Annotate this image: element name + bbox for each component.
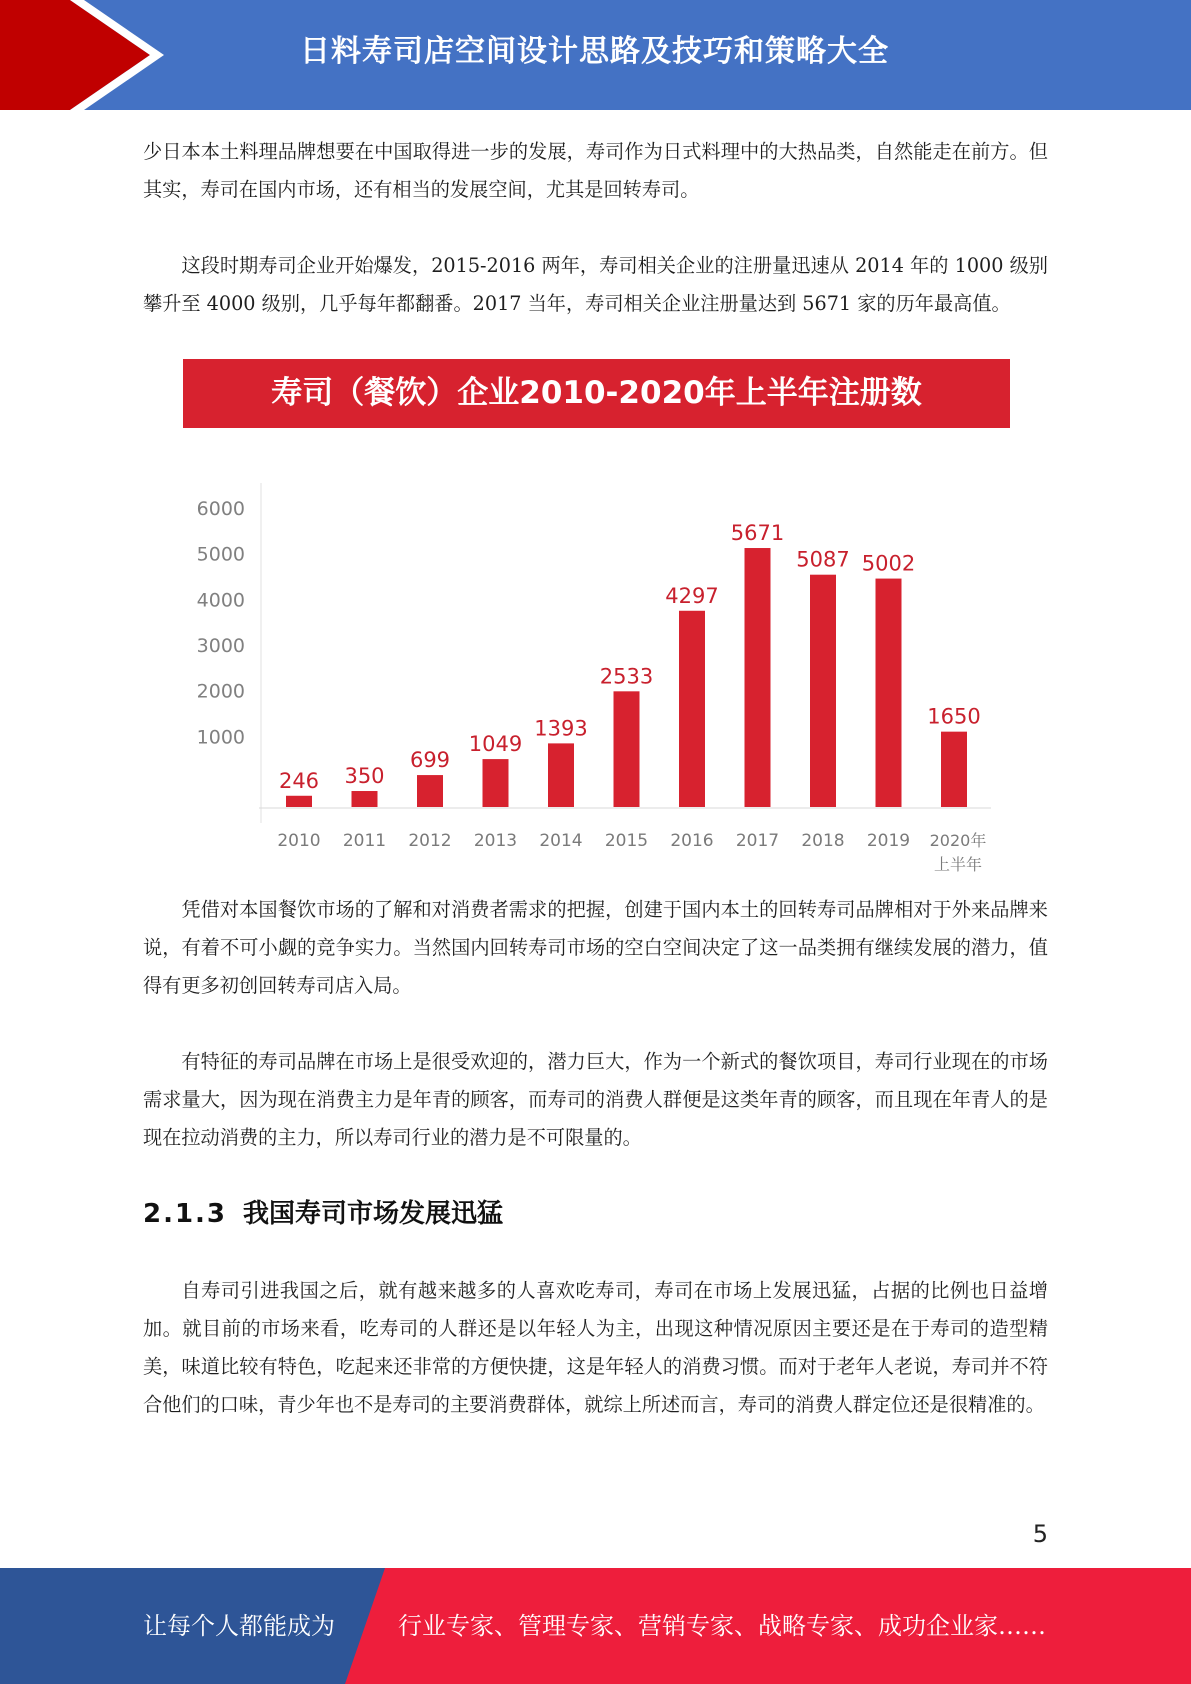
- bar-value-label: 350: [344, 764, 385, 789]
- y-tick-label: 1000: [196, 726, 245, 749]
- footer-slogan-left: 让每个人都能成为: [143, 1612, 335, 1640]
- x-tick-label: 2018: [801, 831, 845, 851]
- bar: [941, 732, 967, 807]
- x-tick-label: 2016: [670, 831, 714, 851]
- bar: [286, 796, 312, 807]
- bar-value-label: 246: [278, 768, 320, 793]
- y-tick-label: 4000: [196, 589, 245, 612]
- chart-title: 寿司（餐饮）企业2010-2020年上半年注册数: [271, 375, 922, 411]
- x-tick-label: 2015: [604, 831, 649, 851]
- x-tick-label-line2: 上半年: [933, 855, 983, 874]
- x-tick-label: 2019: [866, 831, 911, 851]
- footer-slogan-right: 行业专家、管理专家、营销专家、战略专家、成功企业家……: [398, 1612, 1046, 1640]
- x-tick-label: 2010: [277, 831, 321, 851]
- page-header: [0, 0, 1191, 110]
- bar-value-label: 1650: [927, 704, 981, 729]
- bar-chart: [183, 359, 1010, 879]
- bar-value-label: 1049: [468, 732, 523, 757]
- paragraph-2: 这段时期寿司企业开始爆发，2015-2016 两年，寿司相关企业的注册量迅速从 2014 年的 1000 级别攀升至 4000 级别，几乎每年都翻番。2017 当年，寿司相关企业注册量达到 5671 家的历年最高值。: [143, 254, 1048, 315]
- x-tick-label: 2017: [735, 831, 780, 851]
- bar-value-label: 2533: [599, 664, 654, 689]
- bar: [548, 743, 574, 807]
- section-number: 2.1.3: [143, 1199, 228, 1229]
- header-red-arrow: [0, 0, 150, 110]
- x-tick-label: 2013: [473, 831, 518, 851]
- y-tick-label: 6000: [196, 498, 245, 520]
- bar: [876, 579, 902, 807]
- y-tick-label: 5000: [196, 543, 245, 566]
- bar-value-label: 5002: [861, 551, 916, 576]
- bar-value-label: 5087: [796, 547, 850, 572]
- bar: [483, 759, 509, 807]
- bar-value-label: 699: [409, 748, 451, 773]
- bar: [679, 611, 705, 807]
- paragraph-4: 有特征的寿司品牌在市场上是很受欢迎的，潜力巨大，作为一个新式的餐饮项目，寿司行业现在的市场需求量大，因为现在消费主力是年青的顾客，而寿司的消费人群便是这类年青的顾客，而且现在年青人的是现在拉动消费的主力，所以寿司行业的潜力是不可限量的。: [143, 1050, 1048, 1149]
- bar: [810, 575, 836, 807]
- bar-value-label: 1393: [534, 716, 588, 741]
- paragraph-3: 凭借对本国餐饮市场的了解和对消费者需求的把握，创建于国内本土的回转寿司品牌相对于外来品牌来说，有着不可小觑的竞争实力。当然国内回转寿司市场的空白空间决定了这一品类拥有继续发展的潜力，值得有更多初创回转寿司店入局。: [143, 898, 1048, 997]
- x-tick-label: 2014: [539, 831, 583, 851]
- chart-plot: [183, 428, 1010, 879]
- bar-value-label: 4297: [665, 583, 719, 608]
- bar: [417, 775, 443, 807]
- page-footer: [0, 1568, 1191, 1684]
- header-title: 日料寿司店空间设计思路及技巧和策略大全: [300, 34, 889, 69]
- section-title: 我国寿司市场发展迅猛: [243, 1199, 504, 1229]
- x-tick-label: 2011: [342, 831, 387, 851]
- y-tick-label: 2000: [196, 680, 245, 703]
- x-tick-label: 2020年: [929, 831, 987, 850]
- paragraph-1: 少日本本土料理品牌想要在中国取得进一步的发展，寿司作为日式料理中的大热品类，自然能走在前方。但其实，寿司在国内市场，还有相当的发展空间，尤其是回转寿司。: [143, 140, 1048, 201]
- bar: [745, 548, 771, 807]
- bar: [352, 791, 378, 807]
- section-heading: [143, 1193, 503, 1230]
- bar-value-label: 5671: [730, 521, 785, 546]
- y-tick-label: 3000: [196, 635, 245, 657]
- paragraph-5: 自寿司引进我国之后，就有越来越多的人喜欢吃寿司，寿司在市场上发展迅猛，占据的比例也日益增加。就目前的市场来看，吃寿司的人群还是以年轻人为主，出现这种情况原因主要还是在于寿司的造型精美，味道比较有特色，吃起来还非常的方便快捷，这是年轻人的消费习惯。而对于老年人老说，寿司并不符合他们的口味，青少年也不是寿司的主要消费群体，就综上所述而言，寿司的消费人群定位还是很精准的。: [143, 1279, 1048, 1416]
- bar: [614, 691, 640, 807]
- x-tick-label: 2012: [408, 831, 452, 851]
- page-number: 5: [1032, 1520, 1048, 1548]
